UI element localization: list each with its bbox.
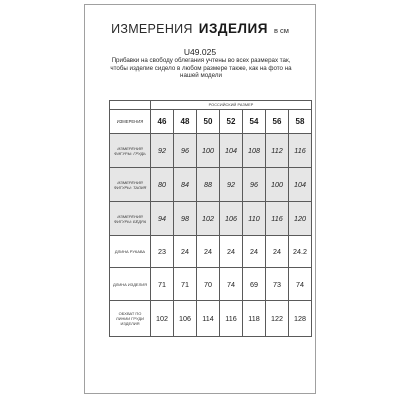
fit-note-line: Прибавки на свободу облегания учтены во всех размерах так, — [111, 57, 291, 64]
row-label-line: ФИГУРЫ: ТАЛИЯ — [113, 184, 147, 190]
measurements-header: ИЗМЕРЕНИЯ — [110, 110, 151, 134]
table-cell: 24 — [174, 236, 197, 268]
row-label — [110, 236, 151, 268]
row-label-line: ИЗМЕРЕНИЯ — [117, 145, 143, 151]
table-cell: 80 — [151, 168, 174, 202]
table-cell: 94 — [151, 202, 174, 236]
table-cell: 92 — [220, 168, 243, 202]
table-cell: 116 — [289, 134, 312, 168]
size-header-cell: 46 — [151, 110, 174, 134]
table-cell: 114 — [197, 301, 220, 337]
table-cell: 106 — [174, 301, 197, 337]
table-cell: 122 — [266, 301, 289, 337]
row-label-line: ФИГУРЫ: ГРУДЬ — [114, 150, 146, 156]
table-cell: 104 — [289, 168, 312, 202]
size-header-cell: 52 — [220, 110, 243, 134]
fit-note-line: нашей модели — [180, 72, 222, 80]
size-header-cell: 48 — [174, 110, 197, 134]
table-cell: 84 — [174, 168, 197, 202]
table-cell: 74 — [220, 268, 243, 301]
table-cell: 24 — [197, 236, 220, 268]
table-cell: 92 — [151, 134, 174, 168]
size-table — [109, 100, 312, 337]
table-cell: 71 — [151, 268, 174, 301]
table-cell: 116 — [220, 301, 243, 337]
table-row — [110, 168, 312, 202]
table-cell: 100 — [197, 134, 220, 168]
table-row — [110, 134, 312, 168]
title-measurements: ИЗМЕРЕНИЯ — [111, 22, 193, 36]
table-cell: 102 — [197, 202, 220, 236]
row-label-line: ИЗДЕЛИЯ — [120, 321, 140, 326]
table-cell: 74 — [289, 268, 312, 301]
fit-note-line: чтобы изделие сидело в любом размере также, как на фото на — [110, 64, 292, 72]
table-cell: 24 — [243, 236, 266, 268]
table-cell: 112 — [266, 134, 289, 168]
row-label — [110, 134, 151, 168]
table-cell: 102 — [151, 301, 174, 337]
row-label-line: ИЗМЕРЕНИЯ — [117, 179, 143, 185]
table-cell: 106 — [220, 202, 243, 236]
size-header-cell: 50 — [197, 110, 220, 134]
table-cell: 100 — [266, 168, 289, 202]
table-cell: 88 — [197, 168, 220, 202]
table-cell: 116 — [266, 202, 289, 236]
title-product: ИЗДЕЛИЯ — [198, 21, 268, 36]
table-cell: 128 — [289, 301, 312, 337]
table-cell: 69 — [243, 268, 266, 301]
table-size-row — [110, 110, 312, 134]
size-header-cell: 58 — [289, 110, 312, 134]
row-label-line: ЛИНИИ ГРУДИ — [116, 316, 144, 321]
table-cell: 70 — [197, 268, 220, 301]
table-cell: 110 — [243, 202, 266, 236]
row-label-line: ФИГУРЫ: БЁДРА — [113, 218, 147, 224]
table-cell: 24.2 — [289, 236, 312, 268]
table-cell: 24 — [220, 236, 243, 268]
row-label-line: ИЗМЕРЕНИЯ — [117, 213, 143, 219]
article-code: U49.025 — [183, 47, 217, 57]
row-label — [110, 268, 151, 301]
table-row — [110, 202, 312, 236]
table-cell: 96 — [243, 168, 266, 202]
table-cell: 108 — [243, 134, 266, 168]
table-cell: 73 — [266, 268, 289, 301]
fit-note — [95, 57, 307, 80]
size-chart-sheet — [84, 4, 316, 394]
table-row — [110, 301, 312, 337]
row-label — [110, 301, 151, 337]
table-cell: 96 — [174, 134, 197, 168]
table-cell: 23 — [151, 236, 174, 268]
row-label-line: ДЛИНА РУКАВА — [114, 249, 146, 254]
table-row — [110, 236, 312, 268]
table-cell: 120 — [289, 202, 312, 236]
row-label — [110, 202, 151, 236]
table-cell: 104 — [220, 134, 243, 168]
table-row — [110, 268, 312, 301]
row-label-line: ДЛИНА ИЗДЕЛИЯ — [113, 281, 147, 287]
size-system-header: РОССИЙСКИЙ РАЗМЕР — [151, 101, 312, 110]
table-corner-cell — [110, 101, 151, 110]
title-unit: в см — [273, 26, 289, 35]
table-cell: 24 — [266, 236, 289, 268]
row-label-line: ОБХВАТ ПО — [118, 311, 142, 316]
sheet-title — [85, 20, 315, 38]
size-header-cell: 56 — [266, 110, 289, 134]
row-label — [110, 168, 151, 202]
size-header-cell: 54 — [243, 110, 266, 134]
table-cell: 118 — [243, 301, 266, 337]
table-group-header-row — [110, 101, 312, 110]
table-cell: 71 — [174, 268, 197, 301]
table-cell: 98 — [174, 202, 197, 236]
